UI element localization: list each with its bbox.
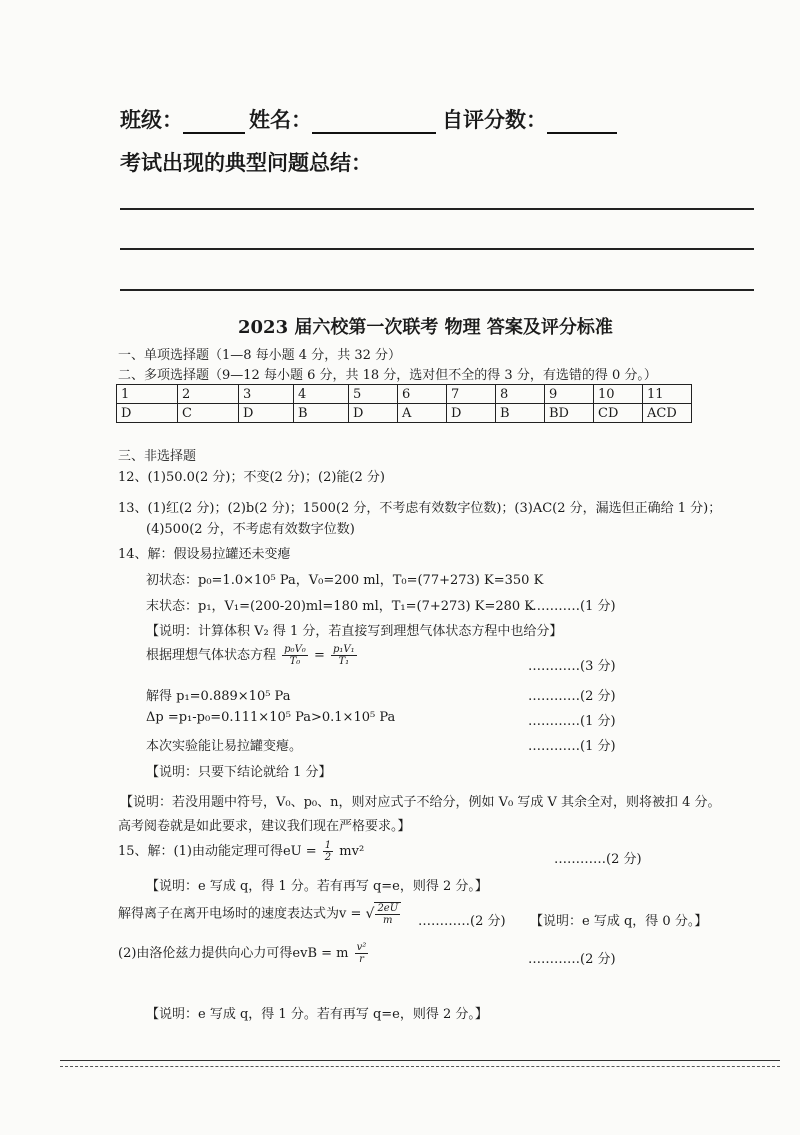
table-cell: CD [594, 404, 643, 423]
table-cell: 9 [545, 385, 594, 404]
q15-speed [118, 902, 401, 926]
sqrt-symbol: √ $\frac{2eU}{m}$ [366, 902, 402, 926]
fraction-denominator: m [383, 915, 393, 926]
q14-final-state: 末状态：p₁，V₁=(200-20)ml=180 ml，T₁=(7+273) K=280 K [146, 599, 535, 614]
table-cell: 2 [178, 385, 239, 404]
table-cell: 5 [349, 385, 398, 404]
table-cell: 8 [496, 385, 545, 404]
q14-note-2: 【说明：只要下结论就给 1 分】 [146, 765, 332, 780]
section-single-choice: 一、单项选择题（1—8 每小题 4 分，共 32 分） [118, 348, 402, 363]
table-cell: D [349, 404, 398, 423]
answer-table-answer-row [117, 404, 692, 423]
self-score-label-text: 自评分数： [442, 108, 547, 132]
q15-speed-fraction [375, 903, 400, 926]
q14-gas-law [146, 644, 359, 667]
q14-law-score: …………(3 分) [528, 659, 616, 674]
fraction-denominator: r [359, 954, 364, 965]
table-cell: 11 [643, 385, 692, 404]
table-cell: D [239, 404, 294, 423]
q15-part1-tail: mv² [339, 844, 365, 859]
q15-speed-score: …………(2 分) [418, 914, 506, 929]
q14-law-lhs-fraction [282, 644, 308, 667]
table-cell: B [294, 404, 349, 423]
q15-part2-text: (2)由洛伦兹力提供向心力可得evB = m [118, 946, 349, 961]
answer-table-number-row [117, 385, 692, 404]
summary-line-3[interactable] [120, 289, 754, 291]
q15-note-1: 【说明：e 写成 q，得 1 分。若有再写 q=e，则得 2 分。】 [146, 879, 488, 894]
q15-speed-note: 【说明：e 写成 q，得 0 分。】 [530, 914, 708, 929]
equals-sign: = [313, 648, 325, 663]
q14-delta-score: …………(1 分) [528, 714, 616, 729]
table-cell: 1 [117, 385, 178, 404]
q14-intro: 14、解：假设易拉罐还未变瘪 [118, 547, 291, 562]
q15-part1 [118, 840, 364, 863]
q15-part1-score: …………(2 分) [554, 852, 642, 867]
summary-line-1[interactable] [120, 208, 754, 210]
self-score-blank[interactable] [547, 110, 617, 134]
fraction-numerator: 2eU [377, 903, 399, 914]
table-cell: A [398, 404, 447, 423]
q14-law-rhs-fraction [331, 644, 357, 667]
q14-solve: 解得 p₁=0.889×10⁵ Pa [146, 689, 291, 704]
fraction-numerator: p₁V₁ [332, 644, 355, 655]
table-cell: 10 [594, 385, 643, 404]
q15-half-fraction [323, 840, 333, 863]
answer-table [116, 384, 692, 423]
section-multi-choice: 二、多项选择题（9—12 每小题 6 分，共 18 分，选对但不全的得 3 分，有选错的得 0 分。） [118, 368, 657, 383]
table-cell: 4 [294, 385, 349, 404]
summary-line-2[interactable] [120, 248, 754, 250]
q15-speed-text: 解得离子在离开电场时的速度表达式为v = [118, 906, 366, 922]
q14-conclusion: 本次实验能让易拉罐变瘪。 [146, 739, 303, 754]
q14-note-3-line1: 【说明：若没用题中符号，V₀、p₀、n，则对应式子不给分，例如 V₀ 写成 V 其余全对，则将被扣 4 分。 [120, 795, 721, 810]
fraction-denominator: T₀ [289, 656, 301, 667]
bottom-divider [60, 1066, 780, 1067]
q15-part2 [118, 942, 370, 965]
fraction-denominator: T₁ [338, 656, 350, 667]
summary-label: 考试出现的典型问题总结： [120, 151, 372, 175]
q14-conclusion-score: …………(1 分) [528, 739, 616, 754]
section-nonchoice: 三、非选择题 [118, 449, 197, 464]
table-cell: D [447, 404, 496, 423]
name-blank[interactable] [312, 110, 436, 134]
q14-final-score: …………(1 分) [528, 599, 616, 614]
q14-note-3-line2: 高考阅卷就是如此要求，建议我们现在严格要求。】 [118, 819, 411, 834]
fraction-numerator: v² [356, 942, 367, 953]
bottom-divider [60, 1060, 780, 1061]
q14-gas-law-text: 根据理想气体状态方程 [146, 648, 277, 663]
class-label [120, 104, 617, 134]
q13-answer-line2: (4)500(2 分，不考虑有效数字位数) [146, 522, 355, 537]
q15-part2-fraction [355, 942, 369, 965]
q15-note-2: 【说明：e 写成 q，得 1 分。若有再写 q=e，则得 2 分。】 [146, 1007, 488, 1022]
table-cell: B [496, 404, 545, 423]
table-cell: 6 [398, 385, 447, 404]
q14-delta: Δp =p₁-p₀=0.111×10⁵ Pa>0.1×10⁵ Pa [146, 710, 396, 725]
class-label-text: 班级： [120, 108, 183, 132]
fraction-denominator: 2 [324, 852, 332, 863]
table-cell: BD [545, 404, 594, 423]
fraction-numerator: p₀V₀ [284, 644, 306, 655]
table-cell: 7 [447, 385, 496, 404]
q15-part1-text: 15、解：(1)由动能定理可得eU = [118, 844, 321, 859]
q14-solve-score: …………(2 分) [528, 689, 616, 704]
q12-answer: 12、(1)50.0(2 分)；不变(2 分)；(2)能(2 分) [118, 470, 385, 485]
fraction-numerator: 1 [324, 840, 332, 851]
q13-answer-line1: 13、(1)红(2 分)；(2)b(2 分)；1500(2 分，不考虑有效数字位数)；(3)AC(2 分，漏选但正确给 1 分)； [118, 501, 722, 516]
name-label-text: 姓名： [249, 108, 312, 132]
q14-note-1: 【说明：计算体积 V₂ 得 1 分，若直接写到理想气体状态方程中也给分】 [146, 624, 563, 639]
table-cell: 3 [239, 385, 294, 404]
page-title: 2023 届六校第一次联考 物理 答案及评分标准 [238, 317, 613, 338]
q15-part2-score: …………(2 分) [528, 952, 616, 967]
sqrt-radicand [374, 902, 401, 926]
table-cell: ACD [643, 404, 692, 423]
table-cell: D [117, 404, 178, 423]
q14-initial-state: 初状态：p₀=1.0×10⁵ Pa，V₀=200 ml，T₀=(77+273) K=350 K [146, 573, 544, 588]
class-blank[interactable] [183, 110, 245, 134]
table-cell: C [178, 404, 239, 423]
